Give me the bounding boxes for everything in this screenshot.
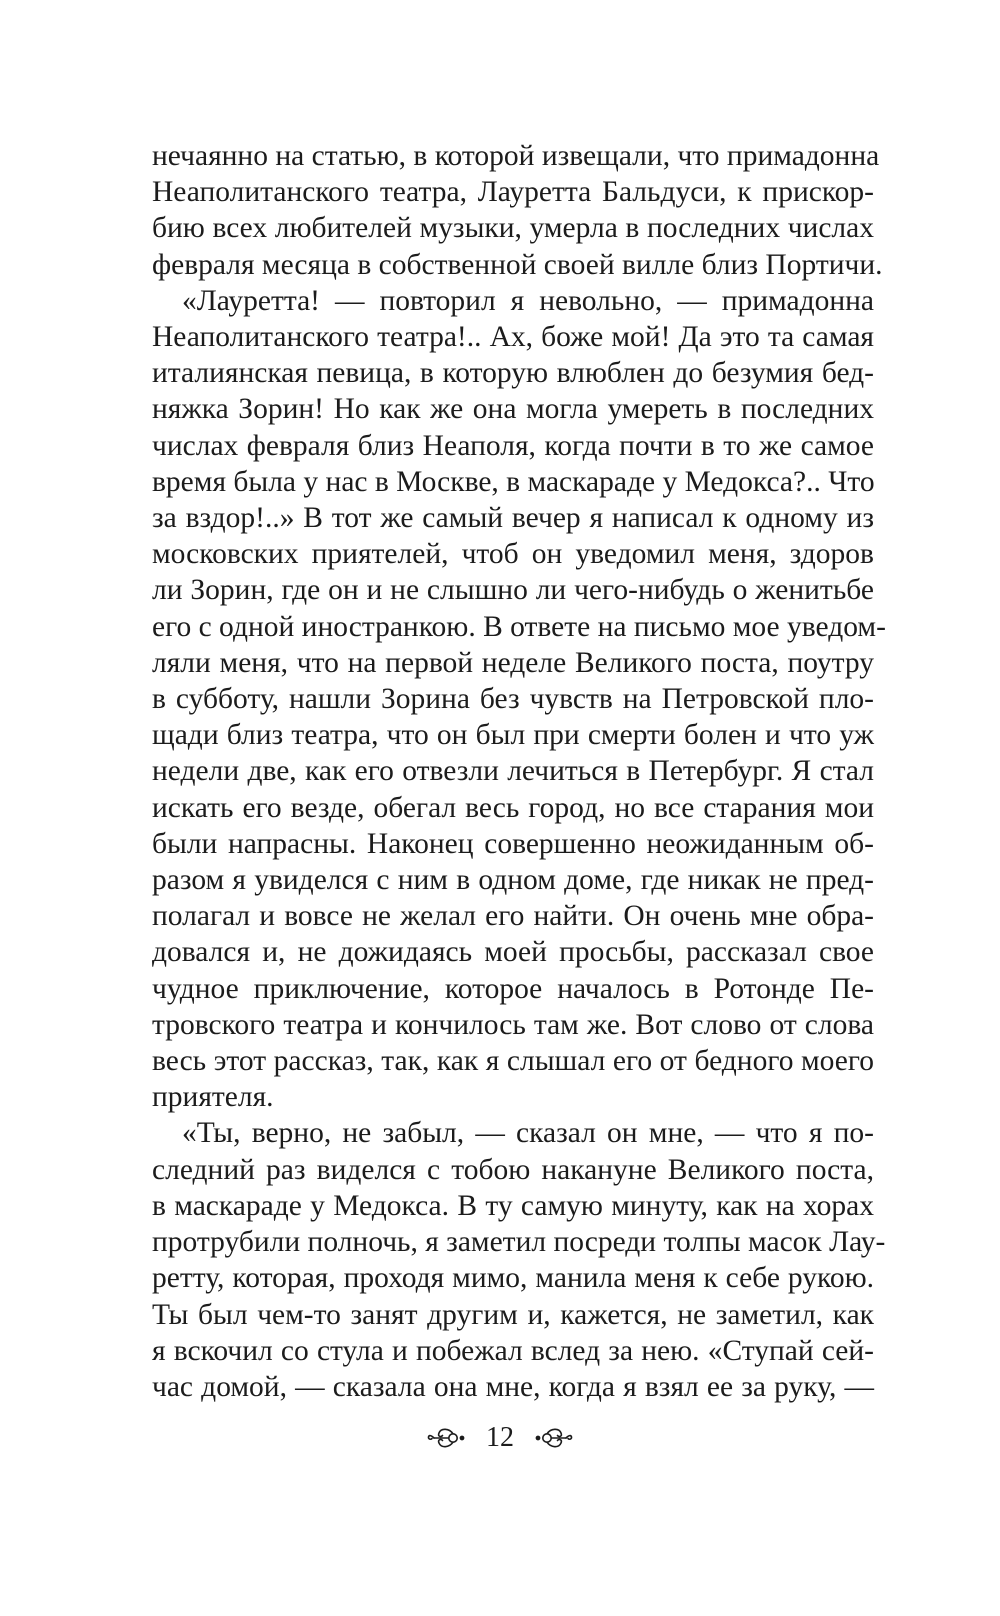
text-line: в маскараде у Медокса. В ту самую минуту, как на хорах [152,1189,874,1222]
text-line: бию всех любителей музыки, умерла в последних числах [152,212,874,245]
text-line: время была у нас в Москве, в маскараде у Медокса?.. Что [152,465,875,498]
text-line: протрубили полночь, я заметил посреди толпы масок Лау- [152,1226,886,1259]
text-line: в субботу, нашли Зорина без чувств на Петровской пло- [152,683,874,716]
paragraph [152,283,886,1116]
text-line: его с одной иностранкою. В ответе на письмо мое уведом- [152,610,886,643]
text-line: щади близ театра, что он был при смерти болен и что уж [152,719,874,752]
page-number: 12 [486,1422,514,1453]
text-line: ретту, которая, проходя мимо, манила меня к себе рукою. [152,1262,874,1295]
text-line: февраля месяца в собственной своей вилле близ Портичи. [152,248,883,281]
page-footer [0,1418,1000,1458]
text-line: Неаполитанского театра!.. Ах, боже мой! Да это та самая [152,321,874,354]
text-line: я вскочил со стула и побежал вслед за нею. «Ступай сей- [152,1334,874,1367]
text-line: няжка Зорин! Но как же она могла умереть в последних [152,393,874,426]
text-line: Ты был чем-то занят другим и, кажется, не заметил, как [152,1298,874,1331]
paragraph [152,1115,886,1405]
flourish-ornament-icon [426,1425,466,1451]
text-line: ли Зорин, где он и не слышно ли чего-нибудь о женитьбе [152,574,874,607]
paragraph [152,138,883,283]
text-line: «Лауретта! — повторил я невольно, — примадонна [182,284,874,317]
text-line: тровского театра и кончилось там же. Вот слово от слова [152,1008,874,1041]
text-line: были напрасны. Наконец совершенно неожиданным об- [152,827,874,860]
text-line: «Ты, верно, не забыл, — сказал он мне, — что я по- [182,1117,874,1150]
text-line: италиянская певица, в которую влюблен до безумия бед- [152,357,874,390]
text-line: за вздор!..» В тот же самый вечер я написал к одному из [152,502,874,535]
text-line: недели две, как его отвезли лечиться в Петербург. Я стал [152,755,874,788]
text-line: ляли меня, что на первой неделе Великого поста, поутру [152,646,874,679]
body-text [152,138,886,1405]
flourish-ornament-icon [534,1425,574,1451]
text-line: приятеля. [152,1081,274,1114]
text-line: следний раз виделся с тобою накануне Великого поста, [152,1153,874,1186]
text-line: нечаянно на статью, в которой извещали, что примадонна [152,140,880,172]
text-line: довался и, не дожидаясь моей просьбы, рассказал свое [152,936,874,969]
text-line: искать его везде, обегал весь город, но все старания мои [152,791,874,824]
text-line: час домой, — сказала она мне, когда я взял ее за руку, — [152,1370,874,1403]
text-line: разом я увиделся с ним в одном доме, где никак не пред- [152,864,874,897]
text-line: московских приятелей, чтоб он уведомил меня, здоров [152,538,874,571]
text-line: числах февраля близ Неаполя, когда почти в то же самое [152,429,874,462]
text-line: весь этот рассказ, так, как я слышал его от бедного моего [152,1045,874,1078]
text-line: чудное приключение, которое началось в Ротонде Пе- [152,972,874,1005]
text-line: Неаполитанского театра, Лауретта Бальдуси, к прискор- [152,176,874,209]
text-line: полагал и вовсе не желал его найти. Он очень мне обра- [152,900,874,933]
